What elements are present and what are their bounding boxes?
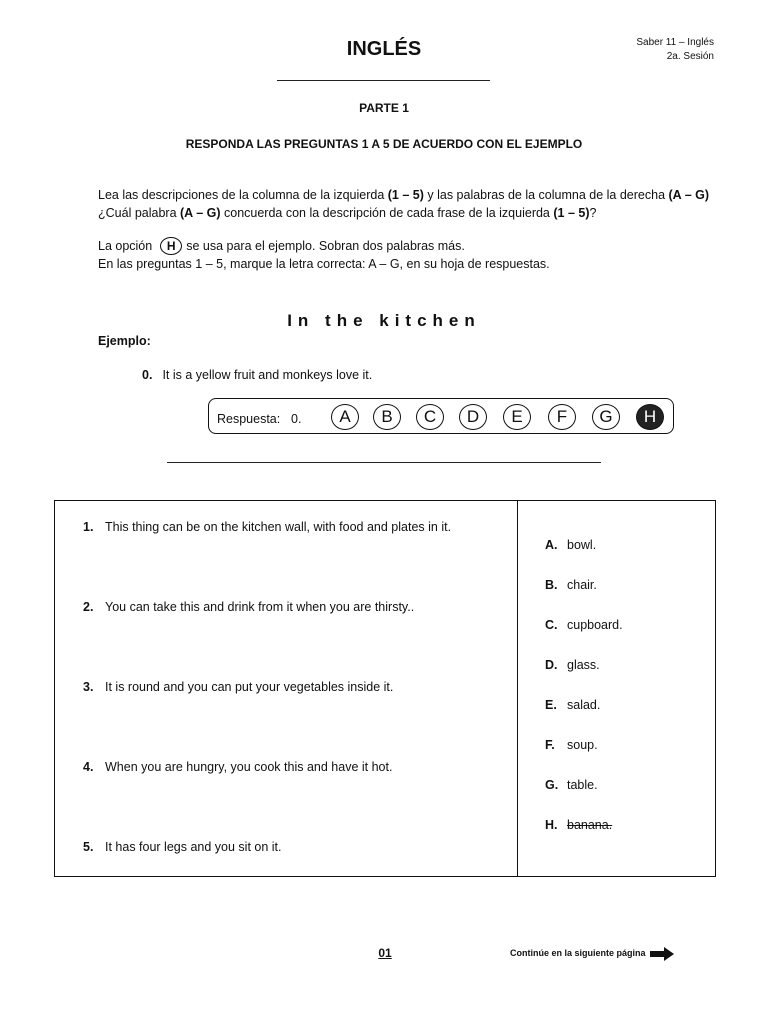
answer-number: 0. <box>291 412 302 426</box>
text-segment: ? <box>589 206 597 220</box>
section-title: In the kitchen <box>287 311 481 330</box>
instruction-heading: RESPONDA LAS PREGUNTAS 1 A 5 DE ACUERDO CON EL EJEMPLO <box>185 137 583 151</box>
range-bold: (A – G) <box>668 188 710 202</box>
option-h-circle-icon: H <box>160 237 182 255</box>
page-number: 01 <box>378 946 392 960</box>
question-item <box>83 840 282 854</box>
text-segment: ¿Cuál palabra <box>98 206 180 220</box>
arrow-right-icon <box>650 947 674 961</box>
answer-word: chair. <box>567 578 597 592</box>
text-segment: concuerda con la descripción de cada frase de la izquierda <box>220 206 554 220</box>
range-bold: (A – G) <box>180 206 221 220</box>
answer-letter: A. <box>545 538 558 552</box>
bubble-h-selected: H <box>636 404 664 430</box>
bubble-a: A <box>331 404 359 430</box>
example-label: Ejemplo: <box>98 334 151 348</box>
answer-option <box>545 698 600 712</box>
continue-note: Continúe en la siguiente página <box>510 948 646 958</box>
answer-letter: D. <box>545 658 558 672</box>
answer-option <box>545 578 597 592</box>
instructions-paragraph-2 <box>98 237 550 273</box>
example-answer-box <box>208 398 674 434</box>
exam-session-info <box>636 36 714 64</box>
text-segment: La opción <box>98 239 153 253</box>
answer-option <box>545 778 598 792</box>
answer-option-example-struck <box>545 818 612 832</box>
text-segment: se usa para el ejemplo. Sobran dos palabras más. <box>186 239 465 253</box>
example-question <box>142 368 372 382</box>
bubble-f: F <box>548 404 576 430</box>
example-text: It is a yellow fruit and monkeys love it. <box>162 368 373 382</box>
bubble-b: B <box>373 404 401 430</box>
bubble-d: D <box>459 404 487 430</box>
column-divider <box>517 501 518 876</box>
answer-letter: C. <box>545 618 558 632</box>
question-item <box>83 520 451 534</box>
part-heading: PARTE 1 <box>359 101 409 115</box>
answer-option <box>545 618 623 632</box>
question-text: You can take this and drink from it when you are thirsty.. <box>105 600 415 614</box>
answer-word: soup. <box>567 738 598 752</box>
answer-word: cupboard. <box>567 618 623 632</box>
question-number: 4. <box>83 760 94 774</box>
answer-word: glass. <box>567 658 600 672</box>
session-name: 2a. Sesión <box>666 51 714 62</box>
answer-word: banana. <box>567 818 613 832</box>
question-text: It is round and you can put your vegetables inside it. <box>105 680 394 694</box>
answer-option <box>545 538 596 552</box>
exam-name: Saber 11 – Inglés <box>636 37 714 48</box>
bubble-c: C <box>416 404 444 430</box>
question-number: 1. <box>83 520 94 534</box>
answer-label: Respuesta: <box>217 412 281 426</box>
range-bold: (1 – 5) <box>553 206 590 220</box>
question-item <box>83 600 414 614</box>
text-segment: y las palabras de la columna de la derecha <box>423 188 669 202</box>
question-number: 3. <box>83 680 94 694</box>
bubble-e: E <box>503 404 531 430</box>
answer-letter: F. <box>545 738 555 752</box>
bubble-g: G <box>592 404 620 430</box>
title-underline <box>277 80 490 81</box>
answer-letter: H. <box>545 818 558 832</box>
range-bold: (1 – 5) <box>387 188 424 202</box>
answer-word: salad. <box>567 698 601 712</box>
question-number: 2. <box>83 600 94 614</box>
text-segment: En las preguntas 1 – 5, marque la letra correcta: A – G, en su hoja de respuestas. <box>98 257 550 271</box>
answer-option <box>545 738 598 752</box>
answer-letter: B. <box>545 578 558 592</box>
answer-word: bowl. <box>567 538 597 552</box>
question-text: When you are hungry, you cook this and have it hot. <box>105 760 393 774</box>
example-number: 0. <box>142 368 153 382</box>
answer-letter: G. <box>545 778 559 792</box>
question-item <box>83 680 393 694</box>
instructions-paragraph-1 <box>98 186 709 222</box>
question-item <box>83 760 392 774</box>
question-number: 5. <box>83 840 94 854</box>
page-title: INGLÉS <box>346 38 422 60</box>
questions-table <box>54 500 716 877</box>
answer-word: table. <box>567 778 598 792</box>
text-segment: Lea las descripciones de la columna de la izquierda <box>98 188 388 202</box>
question-text: This thing can be on the kitchen wall, with food and plates in it. <box>105 520 452 534</box>
question-text: It has four legs and you sit on it. <box>105 840 282 854</box>
answer-letter: E. <box>545 698 557 712</box>
answer-option <box>545 658 600 672</box>
section-divider <box>167 462 601 463</box>
